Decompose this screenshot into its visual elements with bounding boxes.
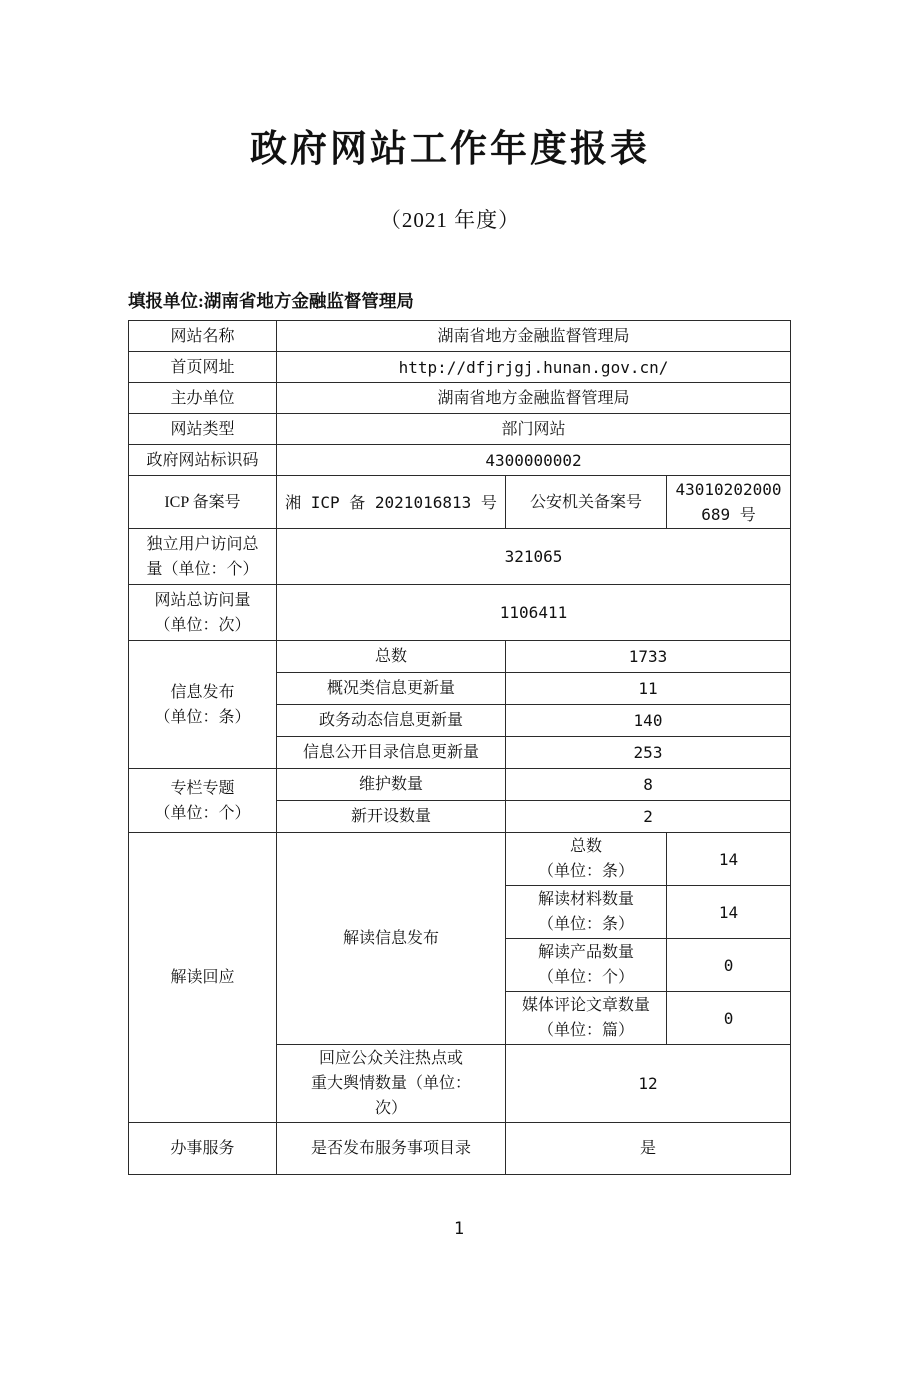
- row-site-type: [129, 414, 791, 445]
- home-url-label: 首页网址: [129, 352, 277, 383]
- interp-materials-label: 解读材料数量 （单位：条）: [506, 886, 667, 939]
- row-site-code: [129, 445, 791, 476]
- service-directory-label: 是否发布服务事项目录: [277, 1123, 506, 1175]
- row-info-release-total: [129, 641, 791, 673]
- row-total-visits: [129, 585, 791, 641]
- row-service-directory: [129, 1123, 791, 1175]
- interp-media-label: 媒体评论文章数量 （单位：篇）: [506, 992, 667, 1045]
- site-code-value: 4300000002: [277, 445, 791, 476]
- hotspot-value: 12: [506, 1045, 791, 1123]
- report-year: （2021 年度）: [379, 208, 521, 232]
- interp-materials-value: 14: [667, 886, 791, 939]
- reporting-unit-value: 湖南省地方金融监督管理局: [203, 291, 414, 311]
- special-columns-section-label: 专栏专题 （单位：个）: [129, 769, 277, 833]
- info-release-total-label: 总数: [277, 641, 506, 673]
- interp-media-value: 0: [667, 992, 791, 1045]
- info-release-total-value: 1733: [506, 641, 791, 673]
- special-maintained-label: 维护数量: [277, 769, 506, 801]
- site-type-value: 部门网站: [277, 414, 791, 445]
- interp-total-value: 14: [667, 833, 791, 886]
- row-site-name: [129, 321, 791, 352]
- home-url-value: http://dfjrjgj.hunan.gov.cn/: [277, 352, 791, 383]
- special-new-label: 新开设数量: [277, 801, 506, 833]
- page-title: 政府网站工作年度报表: [250, 128, 650, 169]
- total-visits-label: 网站总访问量 （单位：次）: [129, 585, 277, 641]
- unique-visitors-value: 321065: [277, 529, 791, 585]
- services-section-label: 办事服务: [129, 1123, 277, 1175]
- info-release-directory-value: 253: [506, 737, 791, 769]
- row-special-maintained: [129, 769, 791, 801]
- interpretation-section-label: 解读回应: [129, 833, 277, 1123]
- icp-value: 湘 ICP 备 2021016813 号: [277, 476, 506, 529]
- unique-visitors-label: 独立用户访问总 量（单位：个）: [129, 529, 277, 585]
- annual-report-table: [128, 320, 791, 1175]
- interp-products-label: 解读产品数量 （单位：个）: [506, 939, 667, 992]
- site-type-label: 网站类型: [129, 414, 277, 445]
- site-name-label: 网站名称: [129, 321, 277, 352]
- row-icp: [129, 476, 791, 529]
- special-maintained-value: 8: [506, 769, 791, 801]
- site-name-value: 湖南省地方金融监督管理局: [277, 321, 791, 352]
- row-organizer: [129, 383, 791, 414]
- info-release-news-value: 140: [506, 705, 791, 737]
- info-release-overview-value: 11: [506, 673, 791, 705]
- organizer-value: 湖南省地方金融监督管理局: [277, 383, 791, 414]
- info-release-overview-label: 概况类信息更新量: [277, 673, 506, 705]
- police-record-value: 43010202000 689 号: [667, 476, 791, 529]
- interp-total-label: 总数 （单位：条）: [506, 833, 667, 886]
- interp-release-label: 解读信息发布: [277, 833, 506, 1045]
- site-code-label: 政府网站标识码: [129, 445, 277, 476]
- organizer-label: 主办单位: [129, 383, 277, 414]
- info-release-directory-label: 信息公开目录信息更新量: [277, 737, 506, 769]
- row-interp-total: [129, 833, 791, 886]
- hotspot-label: 回应公众关注热点或 重大舆情数量（单位： 次）: [277, 1045, 506, 1123]
- reporting-unit-label: 填报单位:: [128, 291, 204, 311]
- police-record-label: 公安机关备案号: [506, 476, 667, 529]
- total-visits-value: 1106411: [277, 585, 791, 641]
- info-release-section-label: 信息发布 （单位：条）: [129, 641, 277, 769]
- row-home-url: [129, 352, 791, 383]
- row-unique-visitors: [129, 529, 791, 585]
- icp-label: ICP 备案号: [129, 476, 277, 529]
- report-page: [0, 118, 900, 1390]
- reporting-unit: [128, 288, 900, 313]
- service-directory-value: 是: [506, 1123, 791, 1175]
- page-number: 1: [453, 1219, 465, 1239]
- special-new-value: 2: [506, 801, 791, 833]
- info-release-news-label: 政务动态信息更新量: [277, 705, 506, 737]
- interp-products-value: 0: [667, 939, 791, 992]
